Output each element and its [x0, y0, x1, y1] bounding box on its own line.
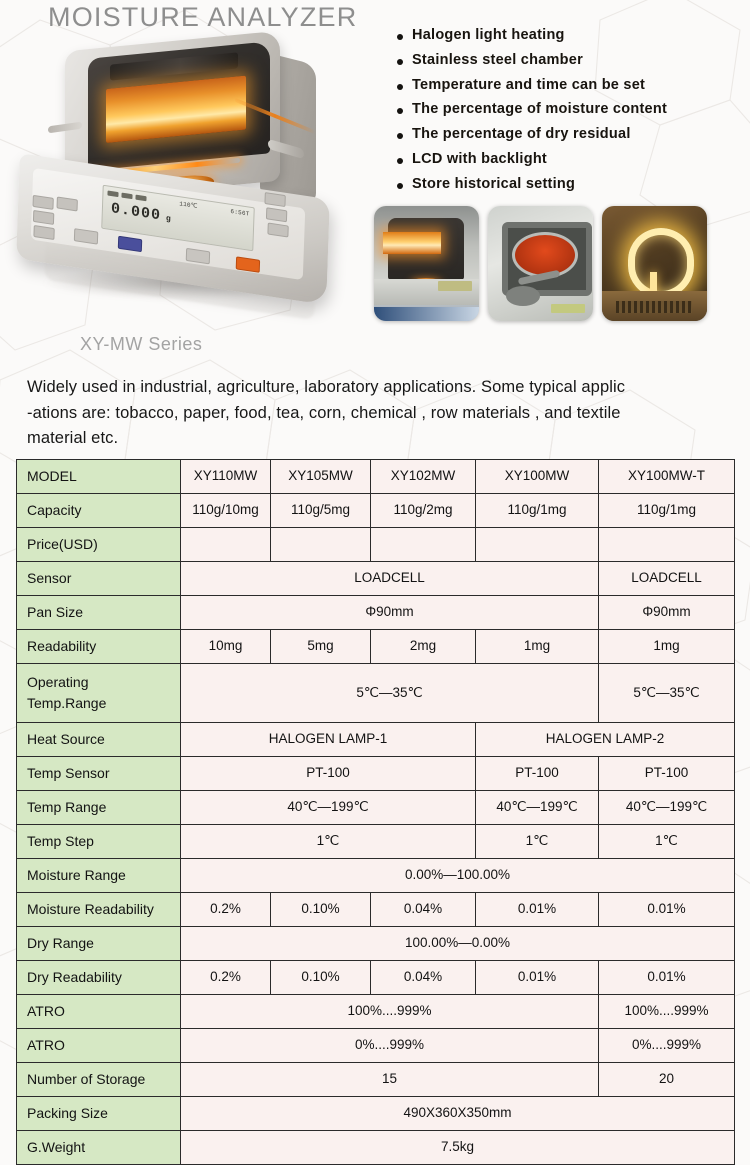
table-cell: 15 — [181, 1063, 599, 1097]
table-row — [17, 1029, 735, 1063]
table-row — [17, 664, 735, 723]
pan-sample-dish — [512, 232, 578, 278]
table-row — [17, 791, 735, 825]
row-label: ATRO — [17, 1029, 181, 1063]
row-label: G.Weight — [17, 1131, 181, 1165]
table-cell: 0.00%—100.00% — [181, 859, 735, 893]
row-label: Temp Range — [17, 791, 181, 825]
table-cell: 40℃—199℃ — [476, 791, 599, 825]
table-cell: 110g/5mg — [271, 494, 371, 528]
table-cell: XY100MW — [476, 460, 599, 494]
table-row — [17, 893, 735, 927]
row-label: Price(USD) — [17, 528, 181, 562]
table-cell: 5℃—35℃ — [181, 664, 599, 723]
feature-item — [397, 127, 747, 142]
pan-label-tag — [551, 304, 585, 313]
table-cell: 0.01% — [599, 961, 735, 995]
table-row — [17, 562, 735, 596]
photo-sample-pan — [488, 206, 593, 321]
key-left-2[interactable] — [56, 196, 77, 211]
row-label: MODEL — [17, 460, 181, 494]
lamp-housing-grill — [616, 301, 692, 313]
table-row — [17, 596, 735, 630]
bullet-icon — [397, 108, 403, 114]
table-cell: 100.00%—0.00% — [181, 927, 735, 961]
feature-item — [397, 152, 747, 167]
table-cell: 0.01% — [476, 893, 599, 927]
table-cell: 1mg — [476, 630, 599, 664]
key-print[interactable] — [118, 236, 142, 253]
feature-label: Halogen light heating — [412, 27, 565, 43]
row-label: Capacity — [17, 494, 181, 528]
table-cell — [181, 528, 271, 562]
table-cell: 110g/1mg — [599, 494, 735, 528]
table-cell: 0.2% — [181, 961, 271, 995]
description-line: -ations are: tobacco, paper, food, tea, corn, chemical , row materials , and textile — [27, 403, 621, 422]
table-row — [17, 494, 735, 528]
feature-item — [397, 102, 747, 117]
table-cell: 7.5kg — [181, 1131, 735, 1165]
table-row — [17, 1063, 735, 1097]
table-cell: LOADCELL — [181, 562, 599, 596]
feature-label: The percentage of dry residual — [412, 126, 631, 143]
feature-label: Stainless steel chamber — [412, 51, 583, 68]
table-cell: HALOGEN LAMP-2 — [476, 723, 735, 757]
feature-item — [397, 53, 747, 68]
hero-section — [0, 0, 750, 365]
row-label: Temp Step — [17, 825, 181, 859]
photo-heating-chamber — [374, 206, 479, 321]
table-cell: 0.2% — [181, 893, 271, 927]
bullet-icon — [397, 34, 403, 40]
table-cell: 0.01% — [599, 893, 735, 927]
table-cell: XY100MW-T — [599, 460, 735, 494]
table-cell: 490X360X350mm — [181, 1097, 735, 1131]
key-right-2[interactable] — [266, 207, 287, 222]
table-cell: 110g/1mg — [476, 494, 599, 528]
table-cell — [599, 528, 735, 562]
table-cell: HALOGEN LAMP-1 — [181, 723, 476, 757]
product-photo-gallery — [374, 206, 707, 321]
table-cell: 110g/2mg — [371, 494, 476, 528]
lcd-weight-unit: g — [165, 214, 172, 225]
table-cell: 1℃ — [476, 825, 599, 859]
table-row — [17, 961, 735, 995]
table-row — [17, 630, 735, 664]
pan-handler-disc — [506, 286, 540, 306]
photo-halogen-lamp — [602, 206, 707, 321]
row-label: Temp Sensor — [17, 757, 181, 791]
specification-table-body — [17, 460, 735, 1165]
page-title: MOISTURE ANALYZER — [48, 2, 358, 32]
row-label: ATRO — [17, 995, 181, 1029]
table-cell: 100%....999% — [181, 995, 599, 1029]
row-label: Moisture Range — [17, 859, 181, 893]
table-cell: Φ90mm — [599, 596, 735, 630]
table-row — [17, 859, 735, 893]
feature-item — [397, 78, 747, 93]
feature-label: The percentage of moisture content — [412, 101, 668, 118]
feature-item — [397, 177, 747, 192]
table-cell: XY105MW — [271, 460, 371, 494]
bullet-icon — [397, 183, 403, 189]
specification-table — [16, 459, 735, 1165]
row-label: Heat Source — [17, 723, 181, 757]
table-cell: LOADCELL — [599, 562, 735, 596]
table-cell: 100%....999% — [599, 995, 735, 1029]
description-line: material etc. — [27, 429, 119, 448]
table-cell: 1mg — [599, 630, 735, 664]
description-paragraph — [27, 375, 727, 452]
table-row — [17, 460, 735, 494]
row-label: Dry Range — [17, 927, 181, 961]
table-cell: XY102MW — [371, 460, 476, 494]
table-cell: 40℃—199℃ — [181, 791, 476, 825]
device-vent — [110, 52, 238, 80]
table-cell: 40℃—199℃ — [599, 791, 735, 825]
row-label: Moisture Readability — [17, 893, 181, 927]
table-cell: 20 — [599, 1063, 735, 1097]
chamber-glow — [383, 232, 441, 254]
table-cell: 0.10% — [271, 893, 371, 927]
table-row — [17, 1097, 735, 1131]
table-cell — [476, 528, 599, 562]
series-label: XY-MW Series — [80, 334, 203, 354]
table-cell: PT-100 — [476, 757, 599, 791]
feature-label: LCD with backlight — [412, 150, 547, 167]
row-label-line: Operating — [27, 674, 89, 690]
row-label: Readability — [17, 630, 181, 664]
lcd-temperature: 110℃ — [179, 200, 198, 210]
table-cell: 2mg — [371, 630, 476, 664]
table-cell: 0%....999% — [599, 1029, 735, 1063]
table-row — [17, 825, 735, 859]
chamber-label — [438, 281, 472, 291]
table-cell: 1℃ — [599, 825, 735, 859]
table-cell: 10mg — [181, 630, 271, 664]
table-cell: 0.10% — [271, 961, 371, 995]
table-row — [17, 757, 735, 791]
table-cell — [271, 528, 371, 562]
key-right-3[interactable] — [267, 222, 288, 237]
row-label: Pan Size — [17, 596, 181, 630]
bullet-icon — [397, 84, 403, 90]
moisture-analyzer-illustration — [10, 36, 355, 301]
table-row — [17, 528, 735, 562]
halogen-lamp-ring — [628, 228, 694, 298]
row-label-line: Temp.Range — [27, 695, 107, 711]
table-cell: Φ90mm — [181, 596, 599, 630]
description-line: Widely used in industrial, agriculture, laboratory applications. Some typical applic — [27, 378, 626, 396]
table-row — [17, 723, 735, 757]
feature-item — [397, 28, 747, 43]
bullet-icon — [397, 133, 403, 139]
lcd-weight-value: 0.000 — [110, 200, 162, 225]
key-bottom-1[interactable] — [74, 228, 98, 245]
row-label: Sensor — [17, 562, 181, 596]
table-cell — [371, 528, 476, 562]
table-row — [17, 927, 735, 961]
row-label: Dry Readability — [17, 961, 181, 995]
key-left-1[interactable] — [32, 195, 53, 210]
row-label — [17, 664, 181, 723]
row-label: Packing Size — [17, 1097, 181, 1131]
table-cell: XY110MW — [181, 460, 271, 494]
chamber-foot-strip — [374, 307, 479, 321]
key-right-1[interactable] — [264, 192, 285, 207]
device-hood — [88, 41, 270, 171]
device-heating-window — [106, 76, 246, 143]
table-cell: 0.01% — [476, 961, 599, 995]
table-cell: PT-100 — [599, 757, 735, 791]
table-row — [17, 995, 735, 1029]
feature-label: Store historical setting — [412, 175, 576, 192]
table-cell: 5mg — [271, 630, 371, 664]
device-hood-wrap — [88, 41, 270, 171]
table-cell: 0.04% — [371, 961, 476, 995]
keypad-right[interactable] — [255, 191, 301, 245]
feature-label: Temperature and time can be set — [412, 76, 646, 93]
table-cell: 0.04% — [371, 893, 476, 927]
specification-table-wrap — [16, 459, 734, 1165]
row-label: Number of Storage — [17, 1063, 181, 1097]
table-cell: 1℃ — [181, 825, 476, 859]
feature-list — [397, 28, 747, 201]
table-cell: 0%....999% — [181, 1029, 599, 1063]
bullet-icon — [397, 158, 403, 164]
bullet-icon — [397, 59, 403, 65]
lcd-time: 6:56T — [230, 207, 250, 218]
table-cell: 110g/10mg — [181, 494, 271, 528]
table-cell: PT-100 — [181, 757, 476, 791]
table-cell: 5℃—35℃ — [599, 664, 735, 723]
